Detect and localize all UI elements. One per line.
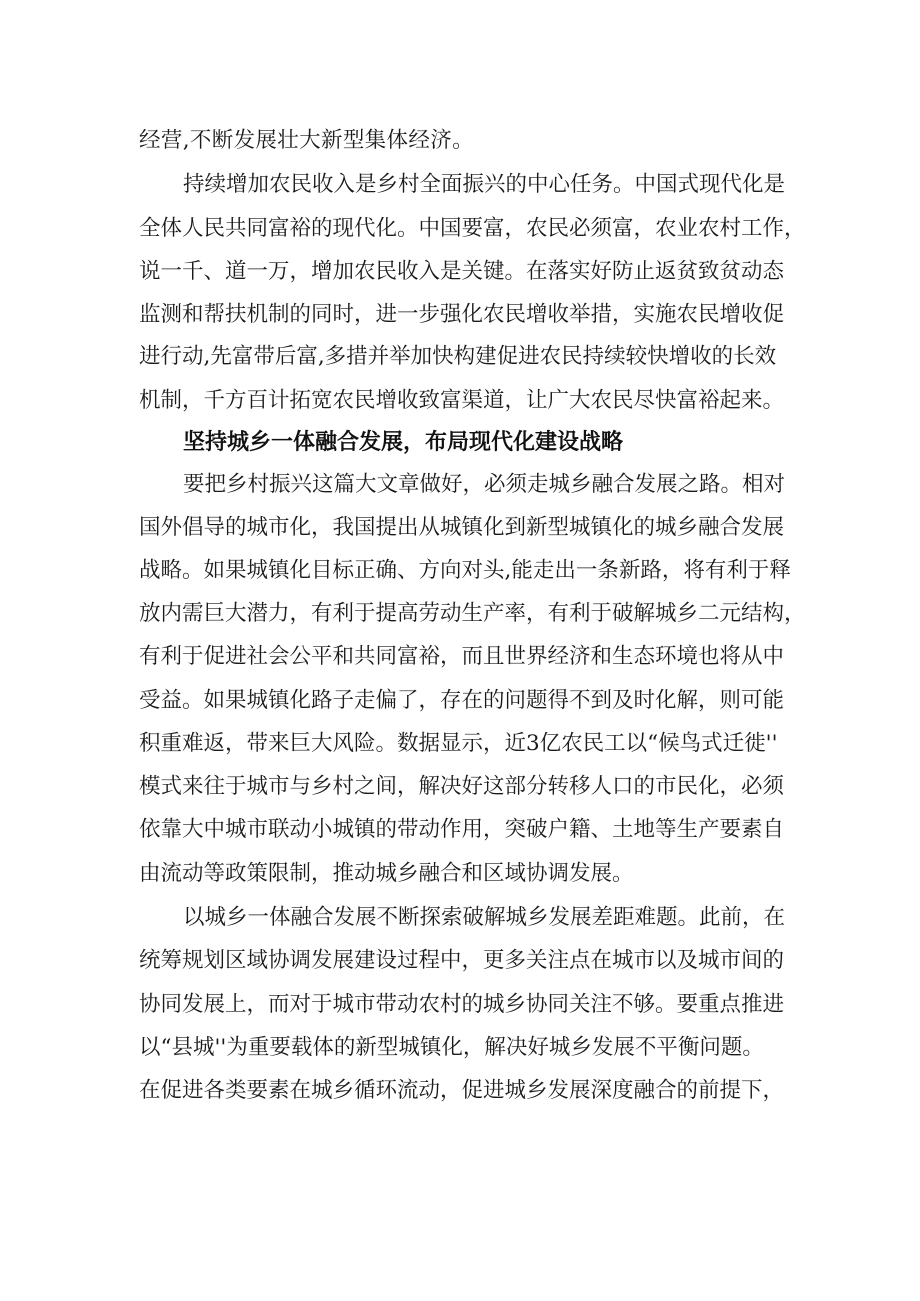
line-text: 持续增加农民收入是乡村全面振兴的中心任务。中国式现代化是 xyxy=(183,172,786,197)
line-text: 以“县城''为重要载体的新型城镇化，解决好城乡发展不平衡问题。 xyxy=(139,1035,764,1060)
line-text: 由流动等政策限制，推动城乡融合和区域协调发展。 xyxy=(139,861,634,886)
line-text: 全体人民共同富裕的现代化。中国要富，农民必须富，农业农村工作， xyxy=(139,216,806,241)
text-line xyxy=(0,467,920,503)
text-line xyxy=(0,1073,920,1109)
text-line xyxy=(0,900,920,936)
line-text: 受益。如果城镇化路子走偏了，存在的问题得不到及时化解，则可能 xyxy=(139,688,785,713)
text-line xyxy=(0,1030,920,1066)
text-line xyxy=(0,639,920,675)
line-text: 协同发展上，而对于城市带动农村的城乡协同关注不够。要重点推进 xyxy=(139,992,785,1017)
text-line xyxy=(0,683,920,719)
text-line xyxy=(0,553,920,589)
line-text: 模式来往于城市与乡村之间，解决好这部分转移人口的市民化，必须 xyxy=(139,774,785,799)
line-text: 进行动,先富带后富,多措并举加快构建促进农民持续较快增收的长效 xyxy=(139,344,777,369)
line-text: 监测和帮扶机制的同时，进一步强化农民增收举措，实施农民增收促 xyxy=(139,302,785,327)
text-line xyxy=(0,339,920,375)
text-line xyxy=(0,987,920,1023)
line-text: 统筹规划区域协调发展建设过程中，更多关注点在城市以及城市间的 xyxy=(139,948,785,973)
text-line xyxy=(0,812,920,848)
line-text: 积重难返，带来巨大风险。数据显示，近3亿农民工以“候鸟式迁徙'' xyxy=(139,731,778,756)
line-text: 有利于促进社会公平和共同富裕，而且世界经济和生态环境也将从中 xyxy=(139,644,785,669)
section-heading-text: 坚持城乡一体融合发展，布局现代化建设战略 xyxy=(183,430,624,455)
text-line xyxy=(0,726,920,762)
text-line xyxy=(0,254,920,290)
line-text: 放内需巨大潜力，有利于提高劳动生产率，有利于破解城乡二元结构， xyxy=(139,601,806,626)
text-line xyxy=(0,297,920,333)
text-line xyxy=(0,383,920,419)
line-text: 要把乡村振兴这篇大文章做好，必须走城乡融合发展之路。相对 xyxy=(183,472,786,497)
section-heading xyxy=(0,425,920,461)
text-line xyxy=(0,856,920,892)
line-text: 国外倡导的城市化，我国提出从城镇化到新型城镇化的城乡融合发展 xyxy=(139,515,785,540)
text-line xyxy=(0,211,920,247)
line-text: 战略。如果城镇化目标正确、方向对头,能走出一条新路，将有利于释 xyxy=(139,558,791,583)
text-line xyxy=(0,510,920,546)
line-text: 依靠大中城市联动小城镇的带动作用，突破户籍、土地等生产要素自 xyxy=(139,817,785,842)
line-text: 以城乡一体融合发展不断探索破解城乡发展差距难题。此前，在 xyxy=(183,905,786,930)
text-line xyxy=(0,769,920,805)
text-line xyxy=(0,167,920,203)
text-line xyxy=(0,596,920,632)
line-text: 说一千、道一万，增加农民收入是关键。在落实好防止返贫致贫动态 xyxy=(139,259,785,284)
line-text: 在促进各类要素在城乡循环流动，促进城乡发展深度融合的前提下， xyxy=(139,1078,785,1103)
line-text: 经营,不断发展壮大新型集体经济。 xyxy=(139,128,474,153)
line-text: 机制，千方百计拓宽农民增收致富渠道，让广大农民尽快富裕起来。 xyxy=(139,388,785,413)
text-line xyxy=(0,943,920,979)
text-line xyxy=(0,123,920,159)
